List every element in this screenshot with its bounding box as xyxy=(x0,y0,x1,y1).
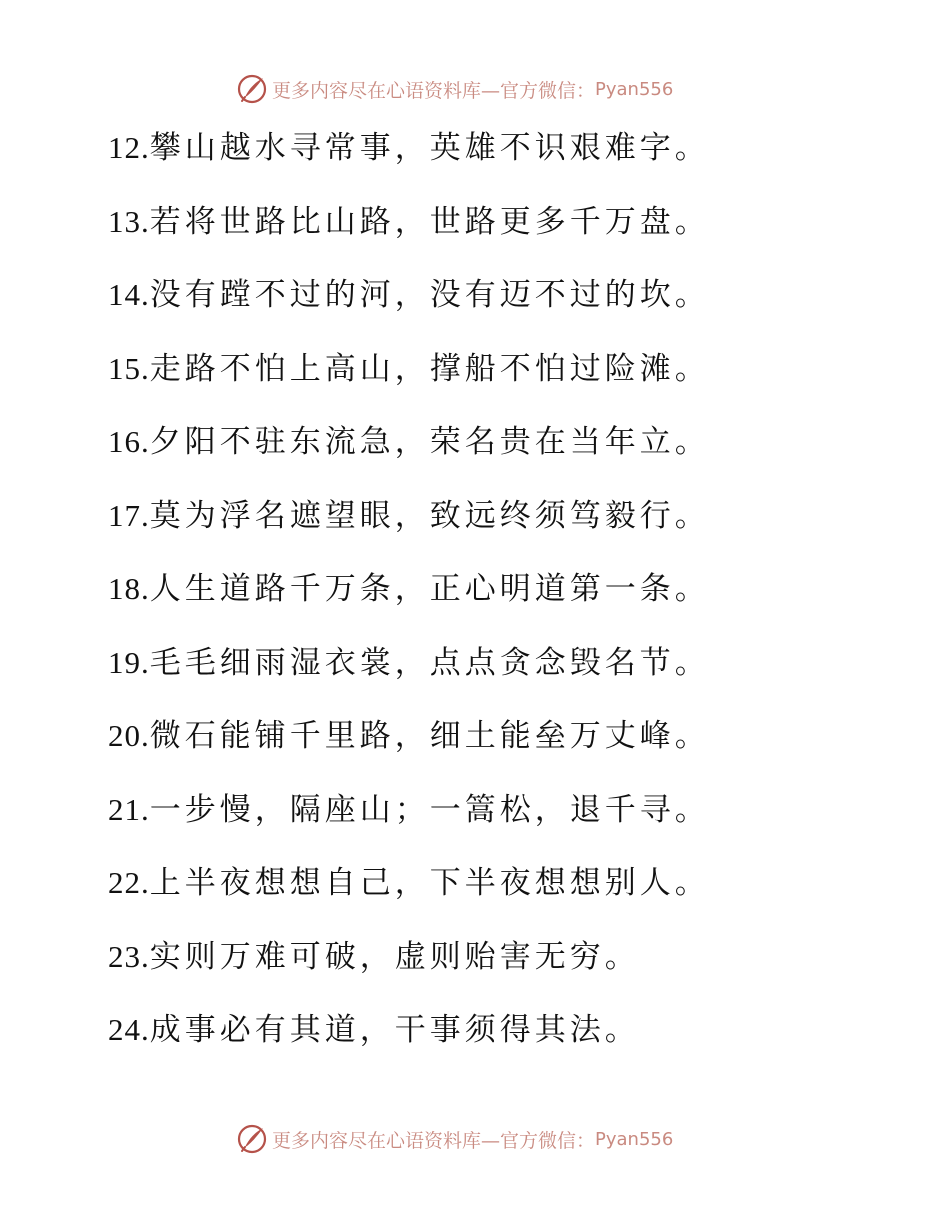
item-text: 一步慢，隔座山；一篙松，退千寻。 xyxy=(149,791,710,828)
item-number: 20. xyxy=(108,718,150,753)
item-text: 走路不怕上高山，撑船不怕过险滩。 xyxy=(149,350,710,387)
item-number: 18. xyxy=(108,571,150,606)
list-item xyxy=(108,780,928,854)
watermark-contact: Pyan556 xyxy=(595,1128,674,1150)
list-item xyxy=(108,853,928,927)
item-number: 16. xyxy=(108,424,150,459)
item-number: 14. xyxy=(108,277,150,312)
list-item xyxy=(108,559,928,633)
list-item xyxy=(108,1000,928,1074)
list-item xyxy=(108,412,928,486)
item-number: 19. xyxy=(108,644,150,680)
item-text: 若将世路比山路，世路更多千万盘。 xyxy=(149,203,710,240)
item-text: 实则万难可破，虚则贻害无穷。 xyxy=(149,938,640,975)
item-number: 17. xyxy=(108,497,150,533)
list-item xyxy=(108,265,928,339)
footer-watermark xyxy=(236,1122,673,1156)
item-text: 毛毛细雨湿衣裳，点点贪念毁名节。 xyxy=(149,644,710,681)
item-number: 22. xyxy=(108,865,150,900)
item-text: 成事必有其道，干事须得其法。 xyxy=(149,1012,640,1048)
quill-pen-logo-icon xyxy=(236,73,268,105)
list-item xyxy=(108,706,928,780)
list-item xyxy=(108,633,928,707)
list-item xyxy=(108,486,928,560)
item-text: 夕阳不驻东流急，荣名贵在当年立。 xyxy=(149,424,710,460)
watermark-text: 更多内容尽在心语资料库—官方微信： xyxy=(272,1129,596,1152)
item-text: 上半夜想想自己，下半夜想想别人。 xyxy=(149,865,710,901)
item-number: 13. xyxy=(108,203,150,239)
item-text: 莫为浮名遮望眼，致远终须笃毅行。 xyxy=(149,497,710,534)
watermark-text: 更多内容尽在心语资料库—官方微信： xyxy=(272,79,596,102)
quill-pen-logo-icon xyxy=(236,1123,268,1155)
header-watermark xyxy=(236,72,673,106)
item-text: 没有蹚不过的河，没有迈不过的坎。 xyxy=(149,277,710,313)
item-number: 24. xyxy=(108,1012,150,1047)
list-item xyxy=(108,927,928,1001)
item-text: 微石能铺千里路，细土能垒万丈峰。 xyxy=(149,718,710,754)
watermark-contact: Pyan556 xyxy=(595,78,674,100)
item-number: 23. xyxy=(108,938,150,974)
item-text: 攀山越水寻常事，英雄不识艰难字。 xyxy=(149,130,710,166)
item-number: 12. xyxy=(108,130,150,165)
list-item xyxy=(108,118,928,192)
list-item xyxy=(108,192,928,266)
list-item xyxy=(108,339,928,413)
item-text: 人生道路千万条，正心明道第一条。 xyxy=(149,571,710,607)
saying-list xyxy=(108,118,928,1074)
item-number: 15. xyxy=(108,350,150,386)
item-number: 21. xyxy=(108,791,150,827)
